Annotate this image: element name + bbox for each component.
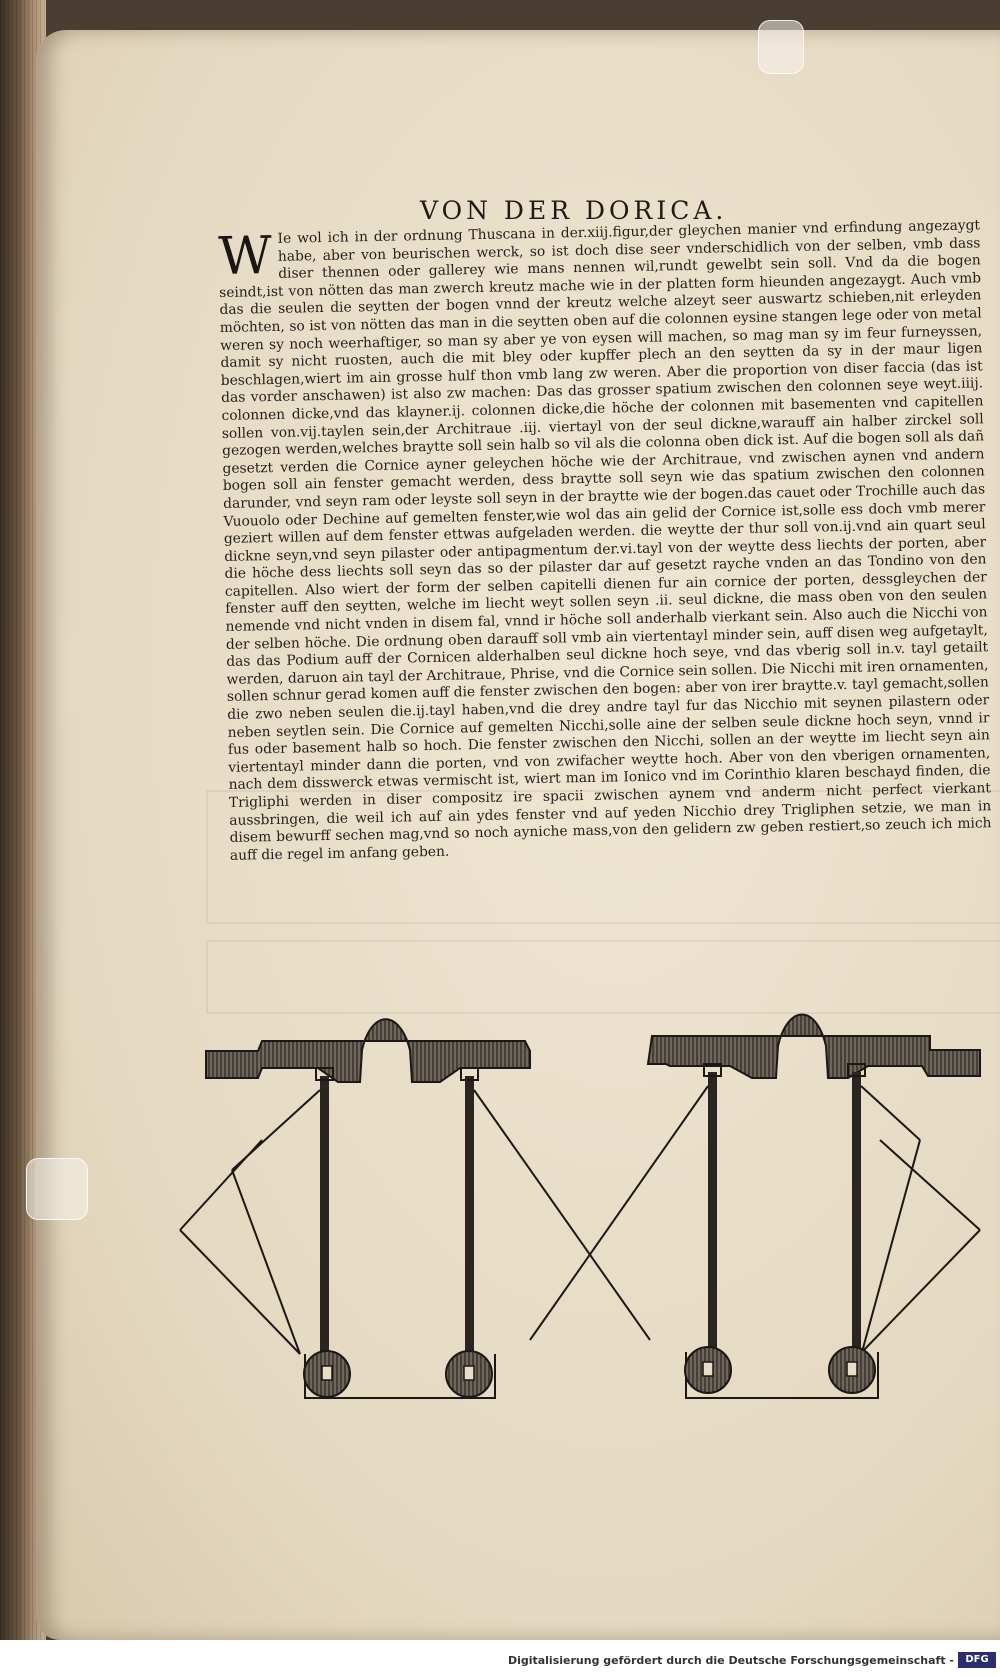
lintel-section [206,1019,530,1082]
vault-rib [530,1086,708,1340]
column-socket [847,1362,857,1376]
dfg-logo: DFG [958,1652,996,1668]
vault-rib [880,1140,980,1230]
vault-rib [180,1230,300,1354]
column-socket [464,1366,474,1380]
page-title: VON DER DORICA. [420,196,728,225]
vault-rib [232,1170,300,1354]
footer-credit: Digitalisierung gefördert durch die Deutsche Forschungsgemeinschaft - [507,1654,954,1667]
vault-rib [861,1086,920,1140]
column-socket [703,1362,713,1376]
lintel-section [648,1015,980,1079]
column-shaft [320,1076,329,1358]
vault-rib [474,1090,650,1340]
right-bay-plan [530,1015,980,1399]
drop-cap: W [217,225,273,287]
vault-rib [862,1140,920,1352]
left-bay-plan [180,1019,650,1398]
column-shaft [852,1072,861,1354]
body-paragraph: Ie wol ich in der ordnung Thuscana in der.xiij.figur,der gleychen manier vnd erfindung angezaygt habe, aber von beurischen werck, so ist doch dise seer vnderschidlich von der selben, vmb dass diser thennen oder gallerey wie mans nennen wil,rundt gewelbt sein soll. Vnd da die bogen seindt,ist von nötten das man zwerch kreutz mache wie in der platten form hieunden angezaygt. Auch vmb das die seulen die seytten der bogen vnnd der kreutz welche alzeyt seer auswartz schieben,nit erleyden möchten, so ist von nötten das man in die seytten oben auf die colonnen eysine stangen lege oder von metal weren sy noch weerhaftiger, so man sy aber ye von eysen will machen, so mag man sy im feur furneyssen, damit sy nicht ruosten, auch die mit bley oder kupffer plech an den seytten da sy in der maur ligen beschlagen,wiert im ain grosse hulf thon vmb lang zw weren. Aber die proportion von diser faccia (das ist das vorder anschawen) ist also zw machen: Das das grosser spatium zwischen den colonnen seye weyt.iiij. colonnen dicke,vnd das klayner.ij. colonnen dicke,die höche der colonnen mit basementen vnd capitellen sollen von.vij.taylen sein,der Architraue .iij. viertayl von der seul dickne,warauff ain halber zirckel soll gezogen werden,welches braytte soll sein halb so vil als die colonna oben dick ist. Auf die bogen soll als dañ gesetzt verden die Cornice ayner geleychen höche wie der Architraue, vnd zwischen aynen vnd andern bogen soll ain fenster gemacht werden, dess braytte soll seyn wie das spatium zwischen den colonnen darunder, vnd seyn ram oder leyste soll seyn in der braytte wie der bogen.das cauet oder Trochille auch das Vuouolo oder Dechine auf gemelten fenster,wie wol das ain gelid der Cornice ist,solle ess doch vmb merer geziert willen auf dem fenster ettwas aufgeladen werden. die weytte der thur soll von.ij.vnd ain quart seul dickne seyn,vnd seyn pilaster oder antipagmentum der.vi.tayl von der weytte dess liechts der porten, aber die höche dess liechts soll seyn das so der pilaster dar auf gesetzt rayche vnden an das Tondino von den capitellen. Also wiert der form der selben capitelli dienen fur ain cornice der porten, dessgleychen der fenster auff den seytten, welche im liecht weyt sollen seyn .ii. seul dickne, die mass oben von den seulen nemende vnd nicht vnden in disem fal, vnnd ir höche soll anderhalb vierkant sein. Also auch die Nicchi von der selben höche. Die ordnung oben darauff soll vmb ain viertentayl minder sein, auff disen weg aufgetaylt, das das Podium auff der Cornicen alderhalben seul dickne hoch seye, vnd das vberig soll in.v. tayl getailt werden, daruon ain tayl der Architraue, Phrise, vnd die Cornice sein sollen. Die Nicchi mit iren ornamenten, sollen schnur gerad komen auff die fenster zwischen den bogen: aber von irer braytte.v. tayl gemacht,sollen die zwo neben seulen die.ij.tayl haben,vnd die drey andre tayl fur das Nicchio mit seynen pilastern oder neben seytlen sein. Die Cornice auf gemelten Nicchi,solle aine der selben seule dickne hoch seyn, vnnd ir fus oder basement halb so hoch. Die fenster zwischen den Nicchi, sollen an der weytte im liecht seyn ain viertentayl minder dann die porten, vnd von zwifacher weytte hoch. Aber von den vberigen ornamenten, nach dem disswerck etwas vermischt ist, wiert man im Ionico vnd im Corinthio klaren beschayd finden, die Trigliphi werden in diser compositz ire spacii zwischen aynem vnd anderm nicht perfect vierkant aussbringen, die weil ich auf ain ydes fenster vnd auf yeden Nicchio drey Trigliphen setzie, we man in disem bewurff sechen mag,vnd so noch ayniche mass,von den gelidern zw geben restiert,so zeuch ich mich auff die regel im anfang geben. [219,217,992,864]
digitization-footer [0,1640,1000,1676]
column-shaft [708,1072,717,1354]
column-shaft [465,1076,474,1358]
column-socket [322,1366,332,1380]
